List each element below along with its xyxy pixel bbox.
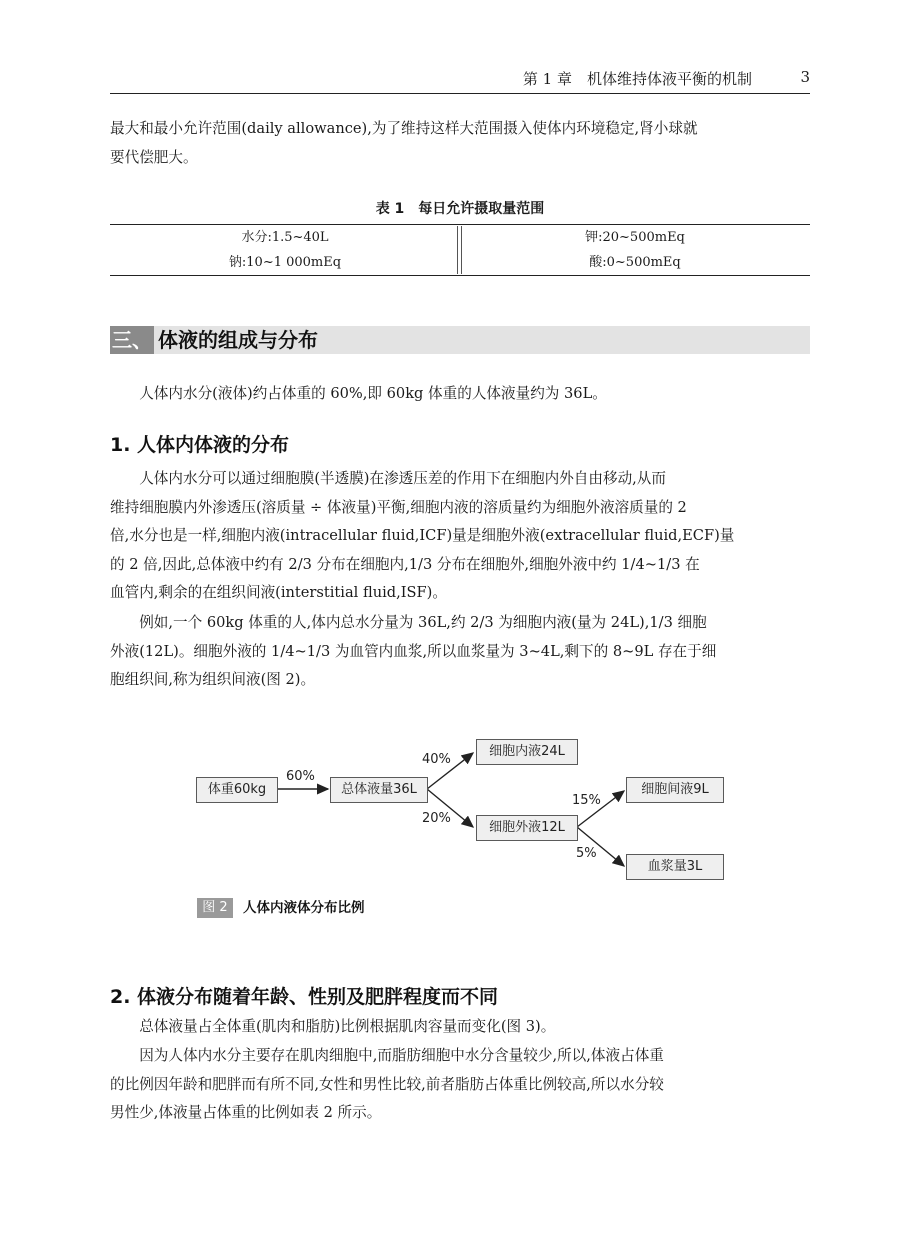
paragraph <box>110 609 810 695</box>
text-line: 最大和最小允许范围(daily allowance),为了维持这样大范围摄入使体内环境稳定,肾小球就 <box>110 120 698 137</box>
paragraph <box>110 465 810 608</box>
section-heading <box>110 326 810 354</box>
section-number: 三、 <box>112 328 152 352</box>
table-cell: 酸:0~500mEq <box>589 255 681 270</box>
page-number: 3 <box>800 68 810 86</box>
table1 <box>110 224 810 276</box>
table-cell: 水分:1.5~40L <box>241 230 329 245</box>
text-line: 人体内水分可以通过细胞膜(半透膜)在渗透压差的作用下在细胞内外自由移动,从而 <box>139 470 666 487</box>
section-title: 体液的组成与分布 <box>158 328 318 352</box>
node-isf: 细胞间液9L <box>626 777 724 803</box>
table-bottom-rule <box>110 275 810 276</box>
text-line: 因为人体内水分主要存在肌肉细胞中,而脂肪细胞中水分含量较少,所以,体液占体重 <box>139 1047 664 1064</box>
text-line: 血管内,剩余的在组织间液(interstitial fluid,ISF)。 <box>110 584 447 601</box>
subsection-title: 2. 体液分布随着年龄、性别及肥胖程度而不同 <box>110 986 499 1008</box>
subsection-title: 1. 人体内体液的分布 <box>110 434 290 456</box>
node-plasma: 血浆量3L <box>626 854 724 880</box>
node-total-fluid: 总体液量36L <box>330 777 428 803</box>
text-line: 倍,水分也是一样,细胞内液(intracellular fluid,ICF)量是细胞外液(extracellular fluid,ECF)量 <box>110 527 735 544</box>
flow-diagram <box>190 732 735 892</box>
text-line: 男性少,体液量占体重的比例如表 2 所示。 <box>110 1104 382 1121</box>
node-ecf: 细胞外液12L <box>476 815 578 841</box>
text-line: 的 2 倍,因此,总体液中约有 2/3 分布在细胞内,1/3 分布在细胞外,细胞外液中约 1/4~1/3 在 <box>110 555 700 573</box>
text-line: 外液(12L)。细胞外液的 1/4~1/3 为血管内血浆,所以血浆量为 3~4L,剩下的 8~9L 存在于细 <box>110 642 717 660</box>
node-icf: 细胞内液24L <box>476 739 578 765</box>
table-cell: 钾:20~500mEq <box>585 230 685 245</box>
figure-title: 人体内液体分布比例 <box>243 900 365 916</box>
section-intro: 人体内水分(液体)约占体重的 60%,即 60kg 体重的人体液量约为 36L。 <box>139 385 607 402</box>
text-line: 胞组织间,称为组织间液(图 2)。 <box>110 671 316 688</box>
paragraph: 总体液量占全体重(肌肉和脂肪)比例根据肌肉容量而变化(图 3)。 <box>139 1018 556 1035</box>
header-rule <box>110 93 810 94</box>
edge-label: 40% <box>422 752 451 767</box>
text-line: 的比例因年龄和肥胖而有所不同,女性和男性比较,前者脂肪占体重比例较高,所以水分较 <box>110 1075 664 1093</box>
intro-paragraph <box>110 115 810 172</box>
running-header <box>110 66 810 94</box>
chapter-title: 第 1 章 机体维持体液平衡的机制 <box>522 70 752 88</box>
figure-tag: 图 2 <box>197 898 233 918</box>
edge-label: 5% <box>576 846 597 861</box>
text-line: 例如,一个 60kg 体重的人,体内总水分量为 36L,约 2/3 为细胞内液(量为 24L),1/3 细胞 <box>139 614 707 631</box>
edge-label: 15% <box>572 793 601 808</box>
text-line: 要代偿肥大。 <box>110 148 198 166</box>
edge-label: 60% <box>286 769 315 784</box>
table-cell: 钠:10~1 000mEq <box>228 255 342 270</box>
node-body-weight: 体重60kg <box>196 777 278 803</box>
paragraph <box>110 1042 810 1128</box>
text-line: 维持细胞膜内外渗透压(溶质量 ÷ 体液量)平衡,细胞内液的溶质量约为细胞外液溶质量的 2 <box>110 498 687 516</box>
edge-label: 20% <box>422 811 451 826</box>
table1-caption: 表 1 每日允许摄取量范围 <box>375 201 545 217</box>
